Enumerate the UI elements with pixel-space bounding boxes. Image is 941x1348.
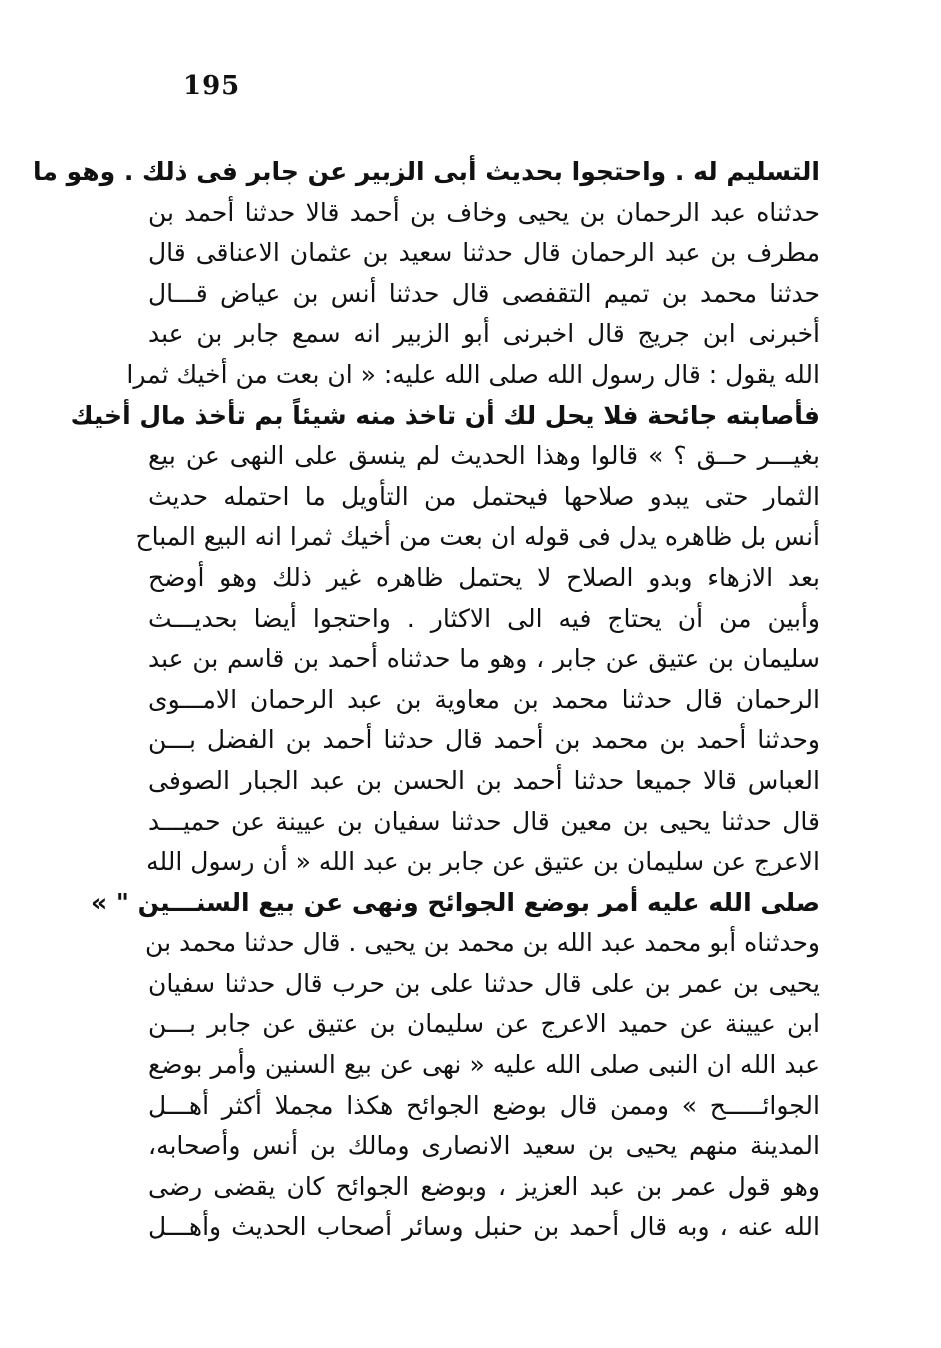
text-line: بعد الازهاء وبدو الصلاح لا يحتمل ظاهره غير ذلك وهو أوضح — [148, 562, 820, 592]
text-line: العباس قالا جميعا حدثنا أحمد بن الحسن بن عبد الجبار الصوفى — [148, 765, 820, 795]
text-line: أنس بل ظاهره يدل فى قوله ان بعت من أخيك ثمرا انه البيع المباح — [135, 522, 820, 552]
text-line: وهو قول عمر بن عبد العزيز ، وبوضع الجوائح كان يقضى رضى — [148, 1171, 820, 1201]
text-line: عبد الله ان النبى صلى الله عليه « نهى عن بيع السنين وأمر بوضع — [148, 1050, 820, 1080]
text-line: قال حدثنا يحيى بن معين قال حدثنا سفيان بن عيينة عن حميـــد — [148, 806, 820, 836]
text-line: مطرف بن عبد الرحمان قال حدثنا سعيد بن عثمان الاعناقى قال — [148, 238, 820, 268]
text-line: الثمار حتى يبدو صلاحها فيحتمل من التأويل ما احتمله حديث — [148, 481, 820, 511]
text-line: حدثنا محمد بن تميم التقفصى قال حدثنا أنس بن عياض قـــال — [148, 278, 820, 308]
page-number: 195 — [183, 71, 241, 101]
text-line: التسليم له . واحتجوا بحديث أبى الزبير عن جابر فى ذلك . وهو ما — [33, 157, 820, 186]
text-line: المدينة منهم يحيى بن سعيد الانصارى ومالك بن أنس وأصحابه، — [148, 1131, 820, 1161]
text-line: ابن عيينة عن حميد الاعرج عن سليمان بن عتيق عن جابر بـــن — [148, 1009, 820, 1039]
text-line: الله عنه ، وبه قال أحمد بن حنبل وسائر أصحاب الحديث وأهـــل — [148, 1212, 820, 1242]
text-line: صلى الله عليه أمر بوضع الجوائح ونهى عن بيع السنـــين " » — [91, 887, 820, 917]
text-line: الرحمان قال حدثنا محمد بن معاوية بن عبد الرحمان الامـــوى — [148, 684, 820, 714]
text-line: حدثناه عبد الرحمان بن يحيى وخاف بن أحمد قالا حدثنا أحمد بن — [148, 197, 820, 227]
text-line: وأبين من أن يحتاج فيه الى الاكثار . واحتجوا أيضا بحديـــث — [148, 603, 820, 633]
text-line: أخبرنى ابن جريج قال اخبرنى أبو الزبير انه سمع جابر بن عبد — [148, 319, 820, 349]
body-text — [33, 152, 820, 1248]
text-line: يحيى بن عمر بن على قال حدثنا على بن حرب قال حدثنا سفيان — [148, 968, 820, 998]
text-line: الجوائـــــح » وممن قال بوضع الجوائح هكذا مجملا أكثر أهـــل — [148, 1090, 820, 1120]
text-line: وحدثناه أبو محمد عبد الله بن محمد بن يحيى . قال حدثنا محمد بن — [145, 928, 820, 958]
text-line: الاعرج عن سليمان بن عتيق عن جابر بن عبد الله « أن رسول الله — [146, 847, 820, 877]
text-line: سليمان بن عتيق عن جابر ، وهو ما حدثناه أحمد بن قاسم بن عبد — [148, 644, 820, 674]
text-line: فأصابته جائحة فلا يحل لك أن تاخذ منه شيئاً بم تأخذ مال أخيك — [70, 400, 820, 430]
text-line: الله يقول : قال رسول الله صلى الله عليه: « ان بعت من أخيك ثمرا — [126, 359, 820, 389]
text-line: بغيـــر حــق ؟ » قالوا وهذا الحديث لم ينسق على النهى عن بيع — [148, 441, 820, 471]
text-line: وحدثنا أحمد بن محمد بن أحمد قال حدثنا أحمد بن الفضل بـــن — [148, 725, 820, 755]
